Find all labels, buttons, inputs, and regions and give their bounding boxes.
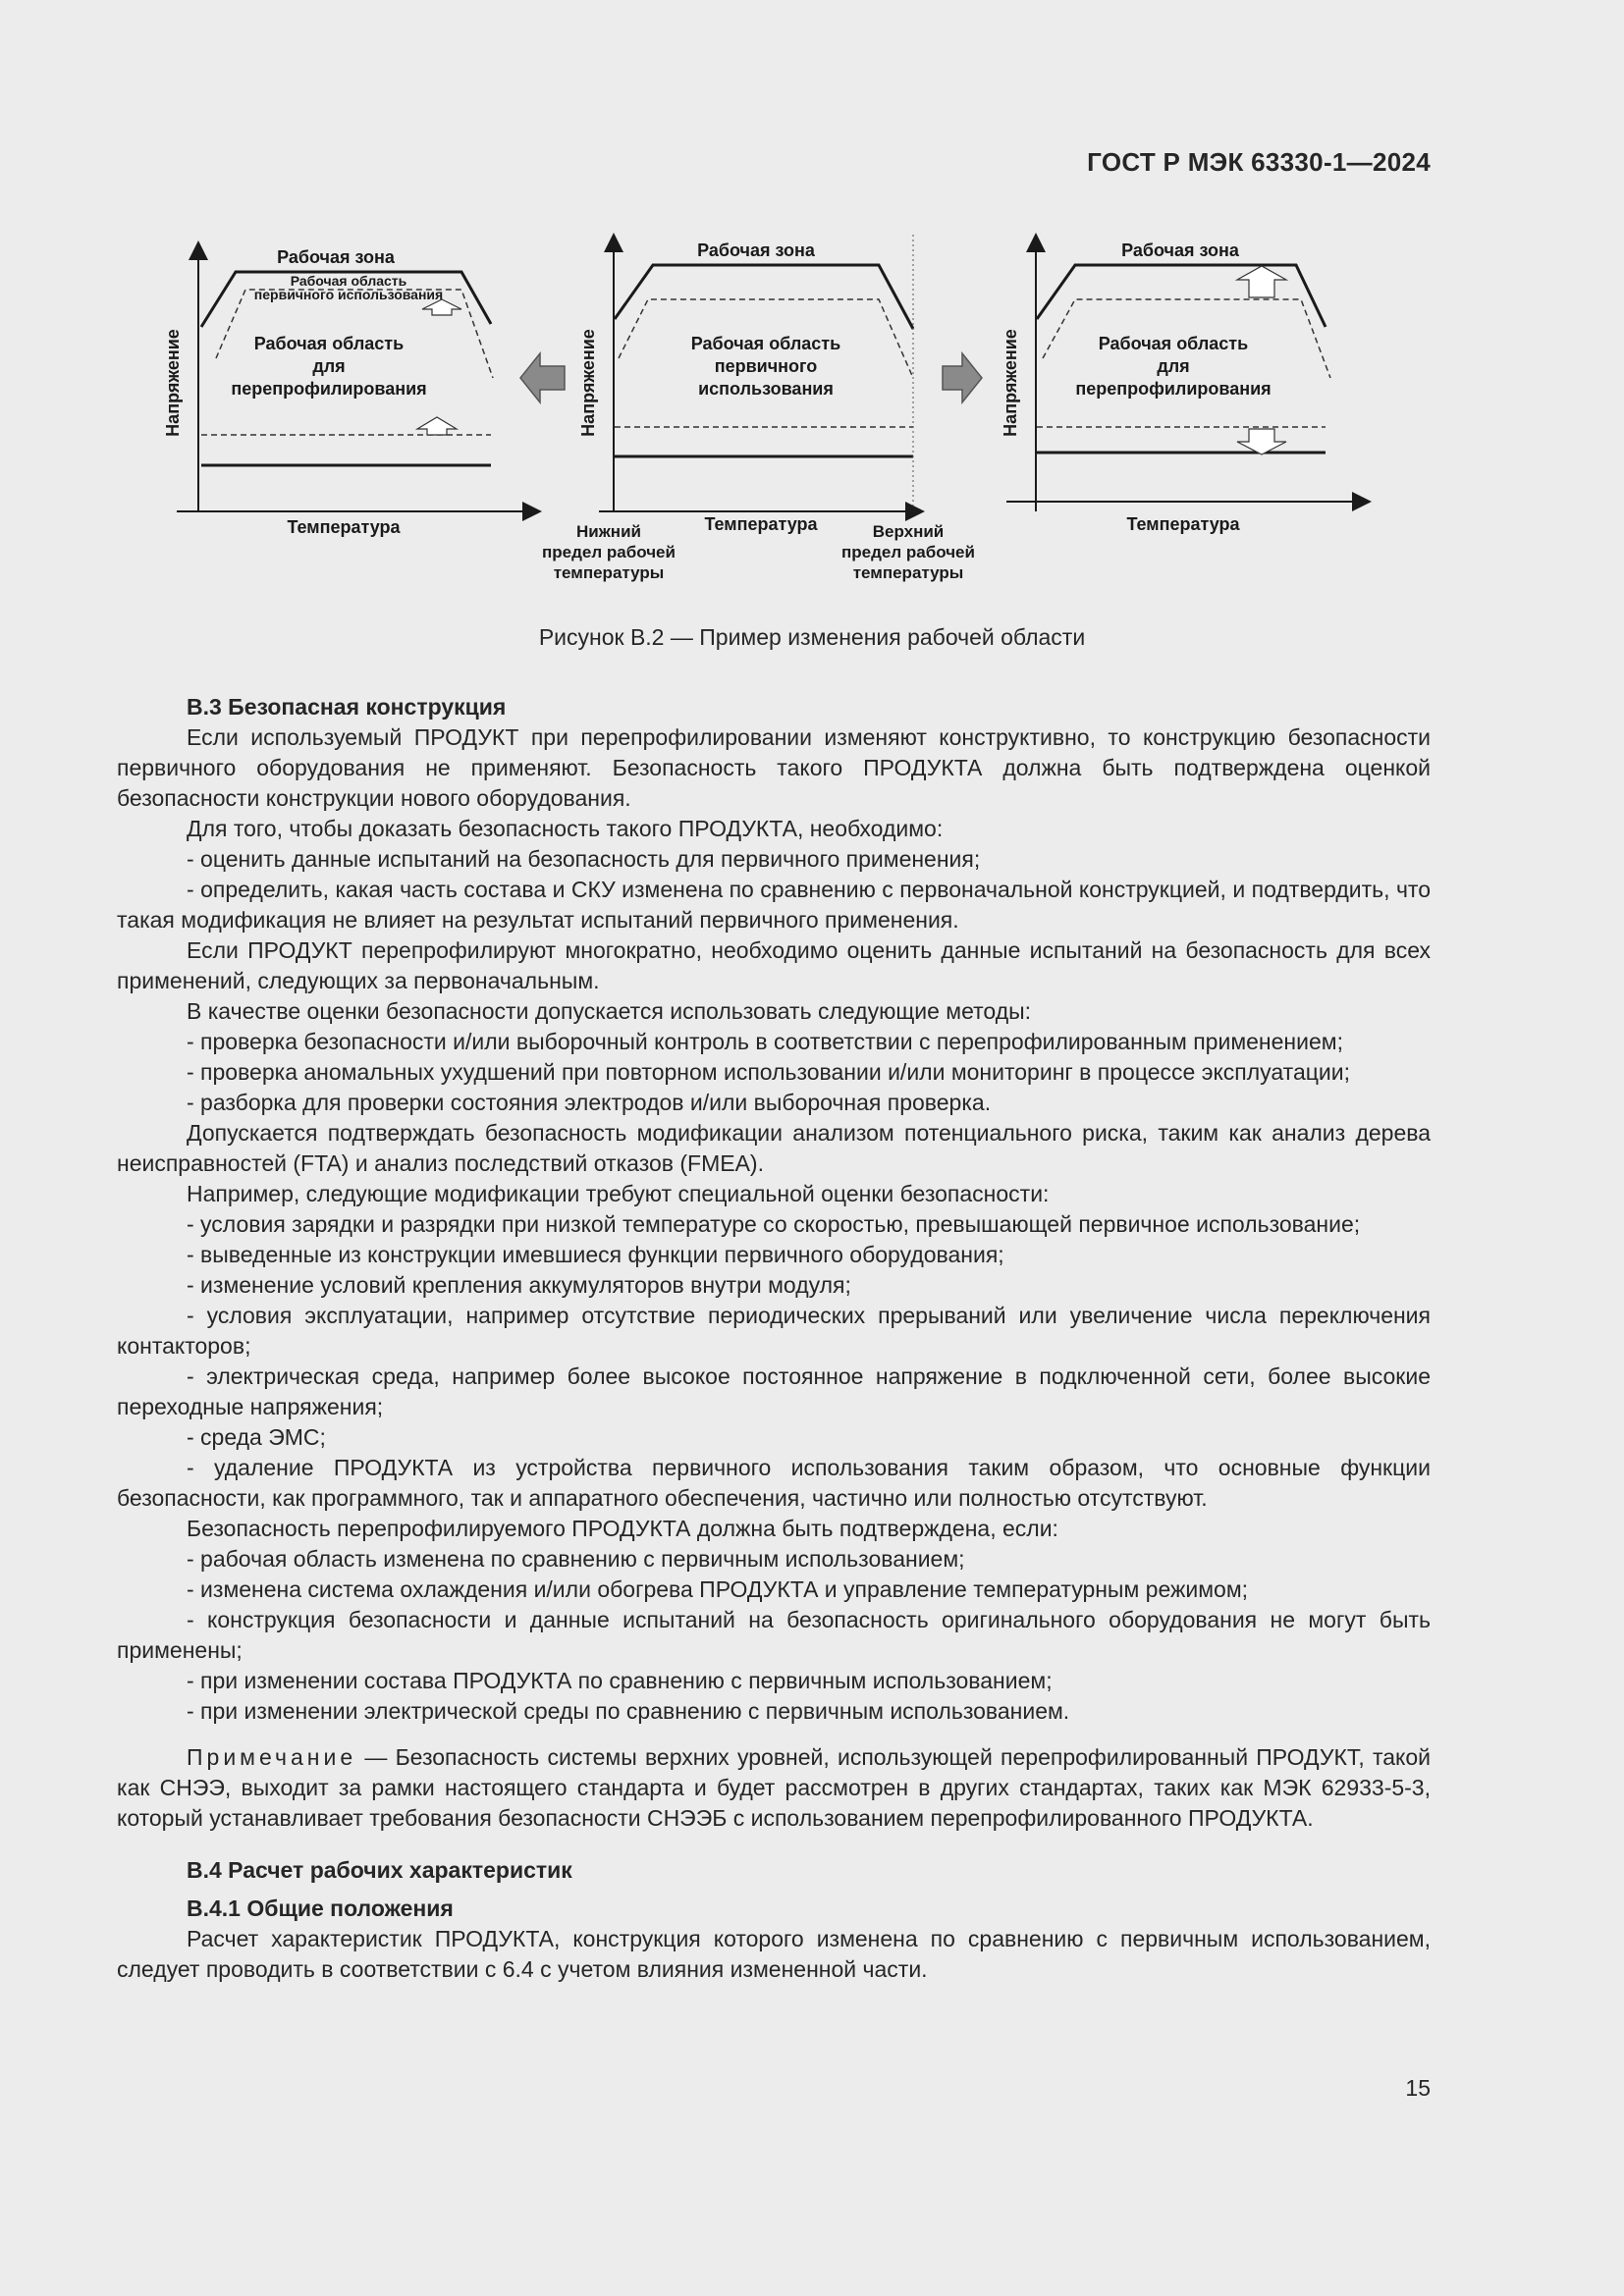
list-item: - рабочая область изменена по сравнению с первичным использованием;	[187, 1546, 965, 1572]
list-item: - проверка безопасности и/или выборочный контроль в соответствии с перепрофилированным применением;	[187, 1029, 1343, 1054]
list-item: - разборка для проверки состояния электродов и/или выборочная проверка.	[187, 1090, 992, 1115]
arrow-down-large-icon	[1237, 429, 1286, 454]
note	[117, 1742, 1431, 1834]
panel-mid	[542, 235, 975, 582]
document-id: ГОСТ Р МЭК 63330-1—2024	[1087, 147, 1431, 177]
svg-text:первичного: первичного	[714, 356, 818, 376]
list-item: - изменение условий крепления аккумуляторов внутри модуля;	[187, 1272, 851, 1298]
svg-text:Рабочая зона: Рабочая зона	[697, 240, 815, 260]
list-item: - изменена система охлаждения и/или обогрева ПРОДУКТА и управление температурным режимом;	[187, 1576, 1249, 1602]
paragraph: В качестве оценки безопасности допускается использовать следующие методы:	[187, 998, 1032, 1024]
arrow-left-icon	[520, 353, 565, 402]
svg-text:предел рабочей: предел рабочей	[542, 543, 676, 561]
list-item: - определить, какая часть состава и СКУ изменена по сравнению с первоначальной конструкцией, и подтвердить, что такая модификация не влияет на результат испытаний первичного применения.	[117, 877, 1431, 933]
svg-text:Нижний: Нижний	[576, 522, 641, 541]
svg-text:температуры: температуры	[852, 563, 964, 582]
paragraph: Если используемый ПРОДУКТ при перепрофилировании изменяют конструктивно, то конструкцию безопасности первичного оборудования не применяют. Безопасность такого ПРОДУКТА должна быть подтверждена оценкой безопасности конструкции нового оборудования.	[117, 724, 1431, 811]
svg-text:Температура: Температура	[287, 517, 401, 537]
svg-text:для: для	[312, 356, 346, 376]
list-item: - оценить данные испытаний на безопасность для первичного применения;	[187, 846, 981, 872]
paragraph: Безопасность перепрофилируемого ПРОДУКТА должна быть подтверждена, если:	[187, 1516, 1058, 1541]
page-number: 15	[1405, 2075, 1431, 2101]
svg-text:перепрофилирования: перепрофилирования	[1075, 379, 1272, 399]
paragraph: Если ПРОДУКТ перепрофилируют многократно, необходимо оценить данные испытаний на безопасность для всех применений, следующих за первоначальным.	[117, 937, 1431, 993]
section-title-b4: В.4 Расчет рабочих характеристик	[187, 1857, 572, 1883]
svg-text:Рабочая область: Рабочая область	[1098, 334, 1249, 353]
svg-text:температуры: температуры	[553, 563, 665, 582]
note-text: — Безопасность системы верхних уровней, использующей перепрофилированный ПРОДУКТ, такой как СНЭЭ, выходит за рамки настоящего стандарта и будет рассмотрен в других стандартах, таких как МЭК 62933-5-3, который устанавливает требования безопасности СНЭЭБ с использованием перепрофилированного ПРОДУКТА.	[117, 1744, 1431, 1831]
list-item: - электрическая среда, например более высокое постоянное напряжение в подключенной сети, более высокие переходные напряжения;	[117, 1363, 1431, 1419]
list-item: - при изменении состава ПРОДУКТА по сравнению с первичным использованием;	[187, 1668, 1053, 1693]
svg-text:Рабочая область: Рабочая область	[690, 334, 841, 353]
list-item: - проверка аномальных ухудшений при повторном использовании и/или мониторинг в процессе эксплуатации;	[187, 1059, 1350, 1085]
arrow-up-large-icon	[1237, 266, 1286, 297]
list-item: - условия зарядки и разрядки при низкой температуре со скоростью, превышающей первичное использование;	[187, 1211, 1361, 1237]
document-body	[117, 692, 1431, 1985]
svg-text:Верхний: Верхний	[872, 522, 945, 541]
svg-text:первичного использования: первичного использования	[253, 287, 444, 302]
panel-left	[163, 242, 540, 537]
svg-text:Напряжение: Напряжение	[578, 329, 598, 437]
svg-text:Рабочая зона: Рабочая зона	[1121, 240, 1239, 260]
left-zone-label: Рабочая зона	[277, 247, 395, 267]
svg-text:Напряжение: Напряжение	[1001, 329, 1020, 437]
paragraph: Допускается подтверждать безопасность модификации анализом потенциального риска, таким как анализ дерева неисправностей (FTA) и анализ последствий отказов (FMEA).	[117, 1120, 1431, 1176]
arrow-right-icon	[943, 353, 982, 402]
note-label: Примечание	[187, 1744, 357, 1770]
svg-text:Рабочая область: Рабочая область	[290, 273, 407, 289]
arrow-up-small-icon	[417, 417, 457, 435]
paragraph: Для того, чтобы доказать безопасность такого ПРОДУКТА, необходимо:	[187, 816, 944, 841]
paragraph: Расчет характеристик ПРОДУКТА, конструкция которого изменена по сравнению с первичным использованием, следует проводить в соответствии с 6.4 с учетом влияния измененной части.	[117, 1926, 1431, 1982]
panel-right	[1001, 235, 1370, 534]
list-item: - конструкция безопасности и данные испытаний на безопасность оригинального оборудования не могут быть применены;	[117, 1607, 1431, 1663]
figure-caption: Рисунок В.2 — Пример изменения рабочей области	[538, 624, 1086, 650]
svg-text:Температура: Температура	[1126, 514, 1240, 534]
svg-text:Рабочая область: Рабочая область	[253, 334, 405, 353]
list-item: - выведенные из конструкции имевшиеся функции первичного оборудования;	[187, 1242, 1004, 1267]
list-item: - при изменении электрической среды по сравнению с первичным использованием.	[187, 1698, 1070, 1724]
svg-text:для: для	[1157, 356, 1190, 376]
svg-text:перепрофилирования: перепрофилирования	[231, 379, 427, 399]
svg-text:использования: использования	[698, 379, 834, 399]
section-title-b41: В.4.1 Общие положения	[187, 1896, 454, 1921]
list-item: - среда ЭМС;	[187, 1424, 326, 1450]
svg-text:предел рабочей: предел рабочей	[841, 543, 975, 561]
figure-operating-area	[147, 221, 1384, 594]
svg-text:Напряжение: Напряжение	[163, 329, 183, 437]
paragraph: Например, следующие модификации требуют специальной оценки безопасности:	[187, 1181, 1050, 1206]
list-item: - условия эксплуатации, например отсутствие периодических прерываний или увеличение числа переключения контакторов;	[117, 1303, 1431, 1359]
list-item: - удаление ПРОДУКТА из устройства первичного использования таким образом, что основные функции безопасности, как программного, так и аппаратного обеспечения, частично или полностью отсутствуют.	[117, 1455, 1431, 1511]
figure-svg	[147, 221, 1384, 594]
section-title-b3: В.3 Безопасная конструкция	[187, 694, 507, 720]
svg-text:Температура: Температура	[704, 514, 818, 534]
